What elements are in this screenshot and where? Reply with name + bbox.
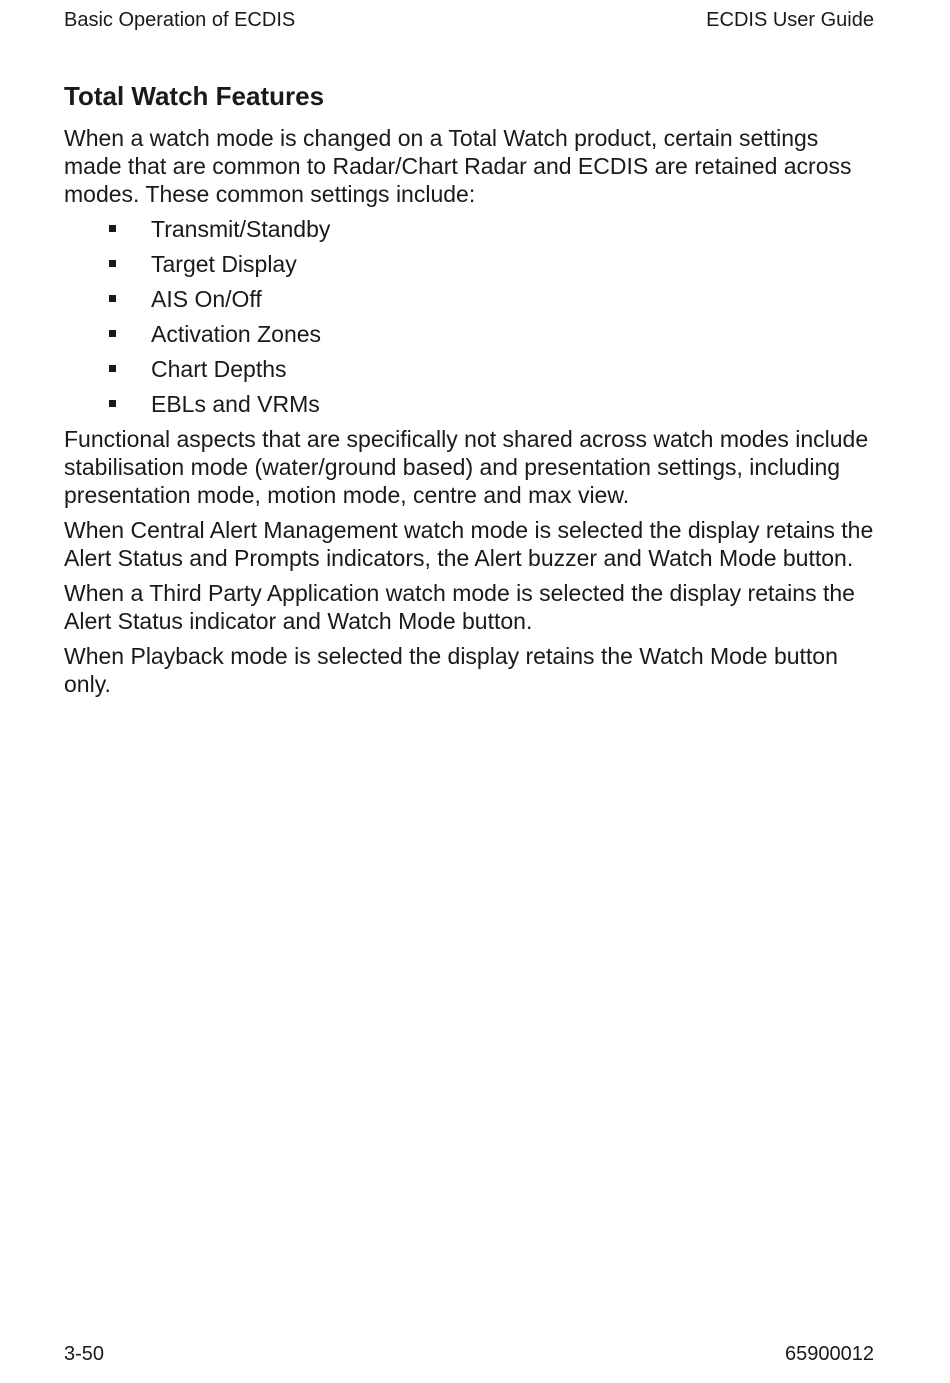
header-chapter-title: Basic Operation of ECDIS [64,9,296,31]
playback-paragraph: When Playback mode is selected the display retains the Watch Mode button only. [64,643,838,697]
page-number: 3-50 [64,1343,105,1365]
document-number: 65900012 [785,1343,874,1365]
intro-paragraph: When a watch mode is changed on a Total Watch product, certain settings made that are common to Radar/Chart Radar and ECDIS are retained across modes. These common settings include: [64,125,852,207]
list-item-text: Target Display [151,251,297,277]
list-item [64,320,876,348]
common-settings-list [64,215,876,418]
not-shared-paragraph: Functional aspects that are specifically not shared across watch modes include stabilisation mode (water/ground based) and presentation settings, including presentation mode, motion mode, centre and max view. [64,426,869,508]
header-document-title: ECDIS User Guide [706,9,874,31]
list-item-text: Chart Depths [151,356,287,382]
list-item [64,355,876,383]
list-item [64,390,876,418]
list-item-text: AIS On/Off [151,286,262,312]
square-bullet-icon [109,295,116,302]
list-item [64,285,876,313]
square-bullet-icon [109,365,116,372]
central-alert-paragraph: When Central Alert Management watch mode is selected the display retains the Alert Status and Prompts indicators, the Alert buzzer and Watch Mode button. [64,517,874,571]
list-item [64,215,876,243]
list-item-text: Activation Zones [151,321,322,347]
running-footer [64,1342,874,1366]
running-header [64,8,874,32]
list-item-text: Transmit/Standby [151,216,331,242]
square-bullet-icon [109,260,116,267]
square-bullet-icon [109,330,116,337]
square-bullet-icon [109,400,116,407]
section-title: Total Watch Features [64,81,325,111]
square-bullet-icon [109,225,116,232]
list-item-text: EBLs and VRMs [151,391,320,417]
list-item [64,250,876,278]
third-party-paragraph: When a Third Party Application watch mode is selected the display retains the Alert Status indicator and Watch Mode button. [64,580,855,634]
page-content [64,80,876,705]
